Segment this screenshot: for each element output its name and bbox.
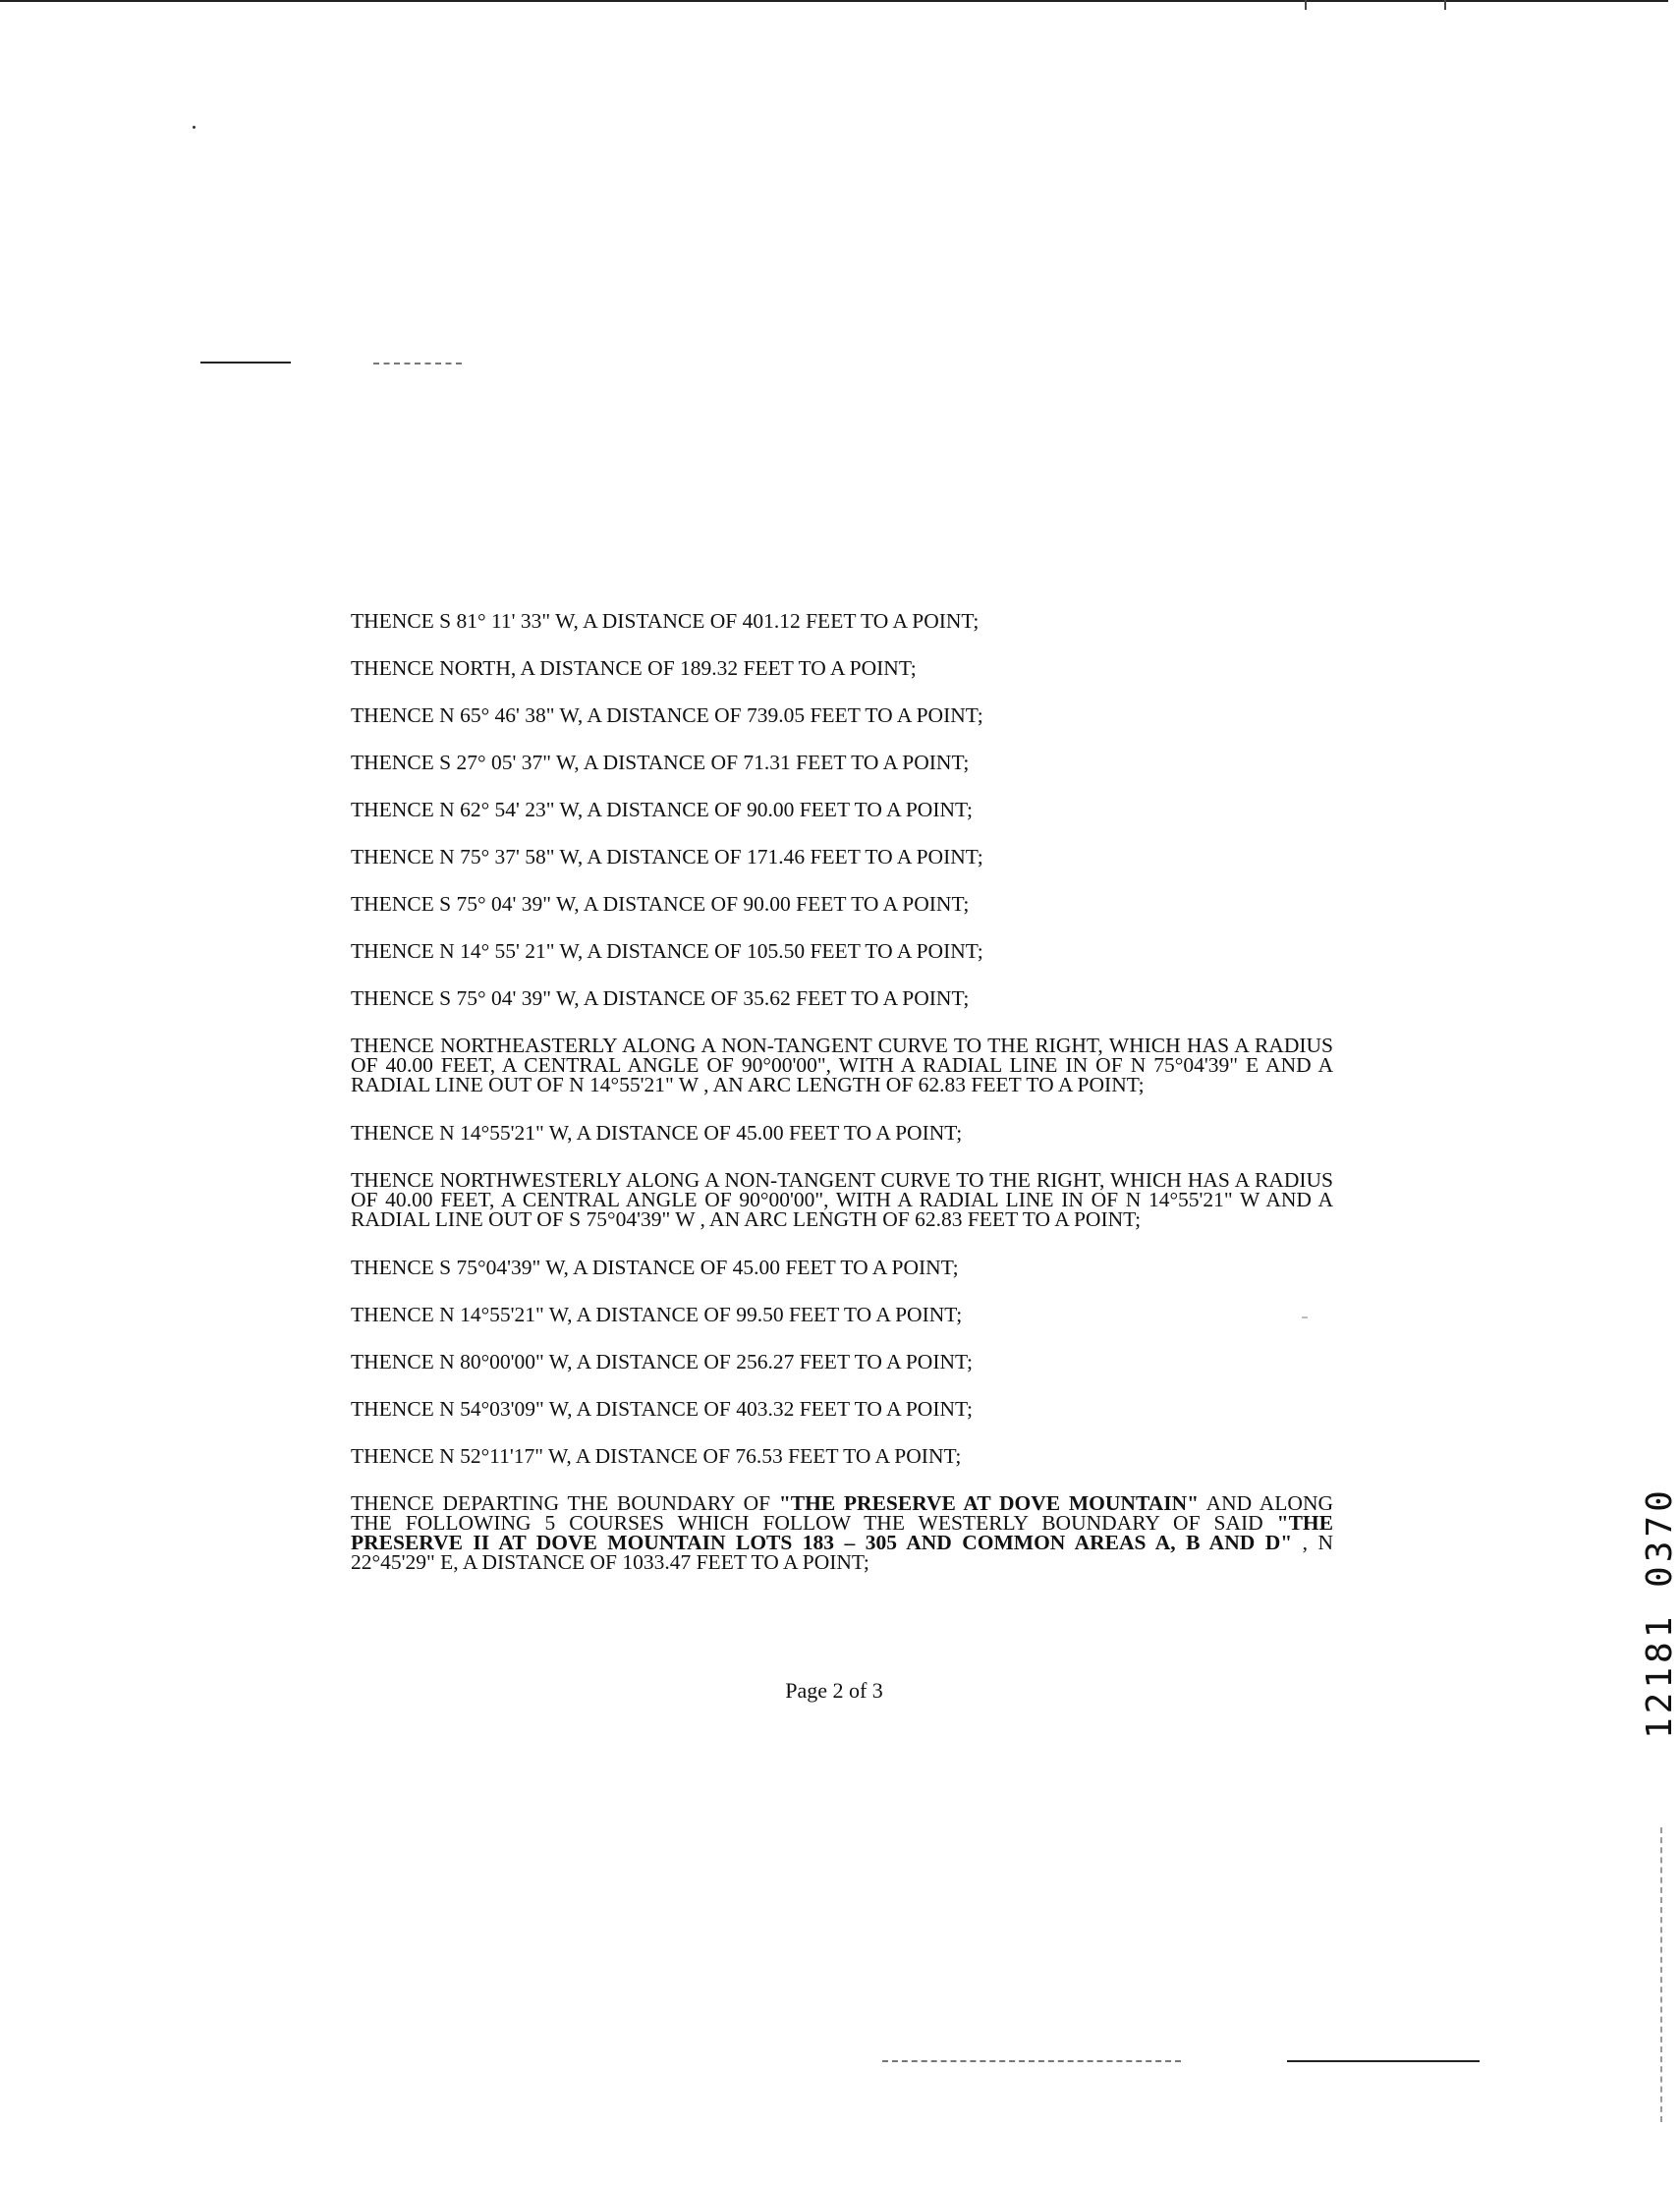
page-right-edge bbox=[1660, 1827, 1662, 2122]
scan-rule bbox=[373, 363, 462, 364]
departing-text: AND ALONG THE FOLLOWING 5 COURSES WHICH FOLLOW THE WESTERLY BOUNDARY OF SAID bbox=[351, 1491, 1333, 1535]
course-paragraph: THENCE N 52°11'17" W, A DISTANCE OF 76.53 FEET TO A POINT; bbox=[351, 1444, 962, 1468]
course-paragraph: THENCE S 75° 04' 39" W, A DISTANCE OF 35.62 FEET TO A POINT; bbox=[351, 986, 970, 1010]
subdivision-name: "THE PRESERVE AT DOVE MOUNTAIN" bbox=[778, 1491, 1200, 1515]
departing-text: THENCE DEPARTING THE BOUNDARY OF bbox=[351, 1491, 779, 1515]
curve-paragraph: THENCE NORTHEASTERLY ALONG A NON-TANGENT CURVE TO THE RIGHT, WHICH HAS A RADIUS OF 40.00 FEET, A CENTRAL ANGLE OF 90°00'00", WITH A RADIAL LINE IN OF N 75°04'39" E AND A RADIAL LINE OUT OF N 14°55'21" W , AN ARC LENGTH OF 62.83 FEET TO A POINT; bbox=[351, 1034, 1333, 1096]
course-paragraph: THENCE N 14° 55' 21" W, A DISTANCE OF 105.50 FEET TO A POINT; bbox=[351, 939, 983, 963]
course-paragraph: THENCE S 27° 05' 37" W, A DISTANCE OF 71.31 FEET TO A POINT; bbox=[351, 751, 970, 774]
recording-stamp: 12181 0370 bbox=[1640, 1486, 1680, 1739]
course-paragraph: THENCE N 14°55'21" W, A DISTANCE OF 99.50 FEET TO A POINT; bbox=[351, 1303, 963, 1326]
course-paragraph: THENCE S 81° 11' 33" W, A DISTANCE OF 401.12 FEET TO A POINT; bbox=[351, 609, 980, 633]
departing-paragraph bbox=[351, 1493, 1333, 1572]
scan-rule bbox=[1287, 2060, 1480, 2062]
course-paragraph: THENCE NORTH, A DISTANCE OF 189.32 FEET TO A POINT; bbox=[351, 656, 917, 680]
scan-speck bbox=[1302, 1317, 1308, 1318]
legal-description-body bbox=[351, 611, 1333, 1572]
course-paragraph: THENCE N 80°00'00" W, A DISTANCE OF 256.27 FEET TO A POINT; bbox=[351, 1350, 973, 1373]
course-paragraph: THENCE N 62° 54' 23" W, A DISTANCE OF 90.00 FEET TO A POINT; bbox=[351, 798, 973, 821]
curve-paragraph: THENCE NORTHWESTERLY ALONG A NON-TANGENT CURVE TO THE RIGHT, WHICH HAS A RADIUS OF 40.00 FEET, A CENTRAL ANGLE OF 90°00'00", WITH A RADIAL LINE IN OF N 14°55'21" W AND A RADIAL LINE OUT OF S 75°04'39" W , AN ARC LENGTH OF 62.83 FEET TO A POINT; bbox=[351, 1168, 1333, 1231]
scan-rule bbox=[882, 2060, 1181, 2062]
scan-mark bbox=[1305, 0, 1307, 10]
course-paragraph: THENCE S 75° 04' 39" W, A DISTANCE OF 90.00 FEET TO A POINT; bbox=[351, 892, 970, 916]
course-paragraph: THENCE S 75°04'39" W, A DISTANCE OF 45.00 FEET TO A POINT; bbox=[351, 1256, 959, 1279]
page-number: Page 2 of 3 bbox=[785, 1678, 883, 1703]
course-paragraph: THENCE N 14°55'21" W, A DISTANCE OF 45.00 FEET TO A POINT; bbox=[351, 1121, 963, 1145]
departing-text: , N 22°45'29" E, A DISTANCE OF 1033.47 FEET TO A POINT; bbox=[351, 1531, 1333, 1574]
course-paragraph: THENCE N 75° 37' 58" W, A DISTANCE OF 171.46 FEET TO A POINT; bbox=[351, 845, 983, 868]
scan-mark bbox=[1444, 0, 1446, 10]
page-top-edge bbox=[0, 0, 1668, 2]
subdivision-name: "THE PRESERVE II AT DOVE MOUNTAIN LOTS 183 – 305 AND COMMON AREAS A, B AND D" bbox=[351, 1511, 1333, 1554]
course-paragraph: THENCE N 54°03'09" W, A DISTANCE OF 403.32 FEET TO A POINT; bbox=[351, 1397, 973, 1421]
scan-speck bbox=[193, 126, 196, 129]
course-paragraph: THENCE N 65° 46' 38" W, A DISTANCE OF 739.05 FEET TO A POINT; bbox=[351, 703, 983, 727]
scan-rule bbox=[200, 362, 291, 364]
